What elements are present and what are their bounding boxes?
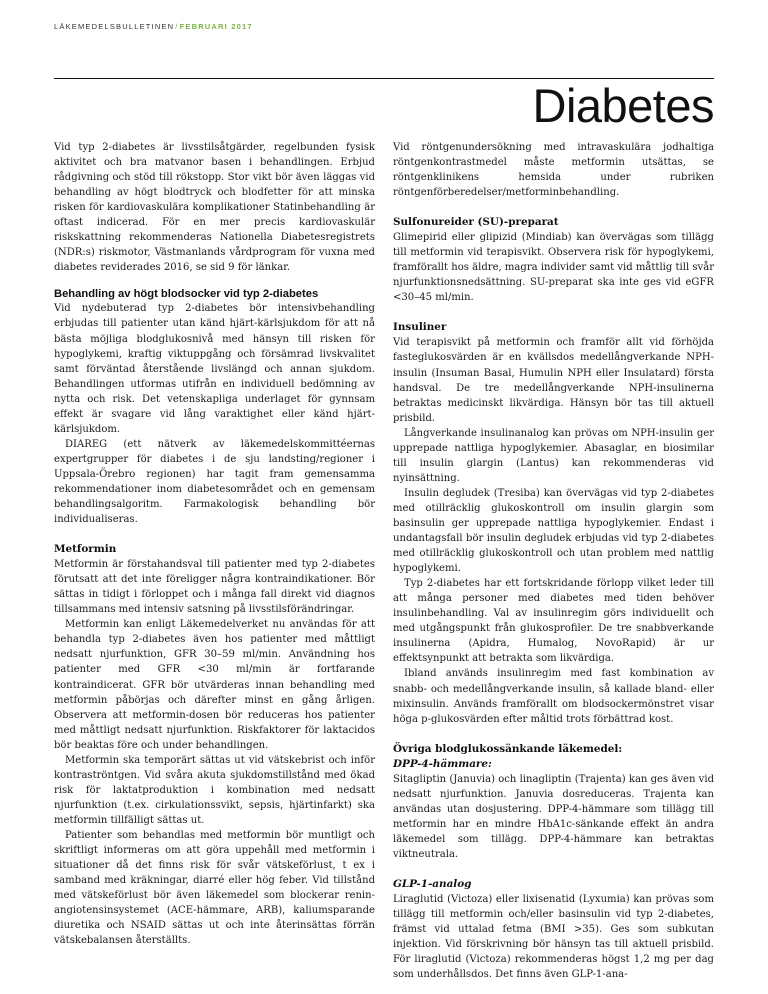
metformin-paragraph-3: Metformin ska temporärt sättas ut vid vätskebrist och inför kontraströntgen. Vid svåra akuta sjukdomstillstånd med ökad risk för laktatproduktion i kombination med nedsatt njurfunktion (t.ex. cirkulationssvikt, sepsis, hjärtinfarkt) ska metformin tillfälligt sättas ut. xyxy=(54,754,375,826)
insulin-paragraph-4: Typ 2-diabetes har ett fortskridande förlopp vilket leder till att många personer med diabetes med tiden behöver insulinbehandling. Val av insulinregim görs individuellt och med utgångspunkt från glukosprofiler. De tre snabbverkande insulinerna (Apidra, Humalog, NovoRapid) är ur effektsynpunkt att betrakta som likvärdiga. xyxy=(393,578,714,665)
header-separator: / xyxy=(175,22,179,31)
spacer xyxy=(54,527,375,542)
dpp4-paragraph: Sitagliptin (Januvia) och linagliptin (Trajenta) kan ges även vid nedsatt njurfunktion. Januvia dosreduceras. Trajenta kan användas utan dosjustering. DPP-4-hämmare som tillägg till metformin har en mindre HbA1c-sänkande effekt än andra läkemedel som tillägg. DPP-4-hämmare kan betraktas viktneutrala. xyxy=(393,773,714,860)
section-heading-insulin: Insuliner xyxy=(393,321,447,334)
running-header xyxy=(54,22,253,31)
spacer xyxy=(393,727,714,742)
publication-name: LÄKEMEDELSBULLETINEN xyxy=(54,22,175,31)
insulin-paragraph-1: Vid terapisvikt på metformin och framför allt vid förhöjda fasteglukosvärden är en kvällsdos medellångverkande NPH-insulin (Insuman Basal, Humulin NPH eller Insulatard) första handsval. De tre medellångverkande NPH-insulinerna betraktas medicinskt likvärdiga. Hänsyn bör tas till aktuell prisbild. xyxy=(393,337,714,424)
subheading-glp1: GLP-1-analog xyxy=(393,877,472,890)
metformin-paragraph-4: Patienter som behandlas med metformin bör muntligt och skriftligt informeras om att göra uppehåll med metformin i situationer då det finns risk för svår vätskeförlust, t ex i samband med kräkningar, diarré eller hög feber. Vid tillstånd med vätskeförlust bör även läkemedel som blockerar renin-angiotensinsystemet (ACE-hämmare, ARB), kaliumsparande diuretika och NSAID sättas ut och inte återinsättas förrän vätskebalansen återställts. xyxy=(54,829,375,947)
page-title: Diabetes xyxy=(532,79,714,132)
metformin-paragraph-2: Metformin kan enligt Läkemedelverket nu användas för att behandla typ 2-diabetes även hos patienter med måttligt nedsatt njurfunktion, GFR 30–59 ml/min. Användning hos patienter med GFR <30 ml/min är fortfarande kontraindicerat. GFR bör utvärderas innan behandling med metformin påbörjas och därefter minst en gång årligen. Observera att metformin-dosen bör reduceras hos patienter med måttligt nedsatt njurfunktion. Riskfaktorer för laktacidos bör beaktas före och under behandlingen. xyxy=(54,619,375,751)
spacer xyxy=(393,200,714,215)
insulin-paragraph-5: Ibland används insulinregim med fast kombination av snabb- och medellångverkande insulin, så kallade bland- eller mixinsulin. Används framförallt om blodsockermönstret visar höga p-glukosvärden efter måltid trots förbättrad kost. xyxy=(393,668,714,725)
metformin-paragraph-1: Metformin är förstahandsval till patienter med typ 2-diabetes förutsatt att det inte föreligger några kontraindikationer. Bör sättas in tidigt i förloppet och i många fall direkt vid diagnos tillsammans med intensiv satsning på livsstilsförändringar. xyxy=(54,559,375,616)
section-heading-metformin: Metformin xyxy=(54,543,117,556)
blood-sugar-paragraph-1: Vid nydebuterad typ 2-diabetes bör intensivbehandling erbjudas till patienter utan känd hjärt-kärlsjukdom för att nå bästa möjliga blodglukosnivå med hänsyn till risken för hypoglykemi, kraftig viktuppgång och försämrad livskvalitet samt förväntad återstående livslängd och annan sjukdom. Behandlingen utformas utifrån en individuell bedömning av nytta och risk. Det vetenskapliga underlaget för gynnsam effekt är svagare vid lång varaktighet eller känd hjärt-kärlsjukdom. xyxy=(54,303,375,435)
issue-date: FEBRUARI 2017 xyxy=(179,22,253,31)
blood-sugar-paragraph-2: DIAREG (ett nätverk av läkemedelskommittéernas expertgrupper för diabetes i de sju landsting/regioner i Uppsala-Örebro regionen) har tagit fram gemensamma rekommendationer inom diabetesområdet och en gemensam behandlingsalgoritm. Farmakologisk behandling bör individualiseras. xyxy=(54,438,375,526)
insulin-paragraph-2: Långverkande insulinanalog kan prövas om NPH-insulin ger upprepade nattliga hypoglykemier. Abasaglar, en biosimilar till insulin glargin (Lantus) kan rekommenderas vid nyinsättning. xyxy=(393,427,714,484)
section-heading-sulfonylurea: Sulfonureider (SU)-preparat xyxy=(393,216,559,229)
insulin-paragraph-3: Insulin degludek (Tresiba) kan övervägas vid typ 2-diabetes med otillräcklig glukoskontroll om insulin glargin som basinsulin ger upprepade nattliga hypoglykemier. Endast i undantagsfall bör insulin degludek erbjudas vid typ 2-diabetes med otillräcklig glukoskontroll och utan problem med nattlig hypoglykemi. xyxy=(393,487,714,575)
section-heading-blood-sugar: Behandling av högt blodsocker vid typ 2-diabetes xyxy=(54,288,319,301)
spacer xyxy=(393,305,714,320)
sulfonylurea-paragraph-1: Glimepirid eller glipizid (Mindiab) kan övervägas som tillägg till metformin vid terapisvikt. Observera risk för hypoglykemi, framförallt hos äldre, magra individer samt vid måttlig till svår njurfunktionsnedsättning. SU-preparat ska inte ges vid eGFR <30–45 ml/min. xyxy=(393,232,714,304)
right-column xyxy=(393,140,714,982)
xray-paragraph: Vid röntgenundersökning med intravaskulära jodhaltiga röntgenkontrastmedel måste metformin utsättas, se röntgenklinikens hemsida under rubriken röntgenförberedelser/metforminbehandling. xyxy=(393,142,714,199)
section-heading-other-drugs: Övriga blodglukossänkande läkemedel: xyxy=(393,742,623,755)
left-column xyxy=(54,140,375,948)
intro-paragraph: Vid typ 2-diabetes är livsstilsåtgärder, regelbunden fysisk aktivitet och bra matvanor basen i behandlingen. Erbjud rådgivning och stöd till rökstopp. Stor vikt bör även läggas vid behandling av högt blodtryck och blodfetter för att minska risken för kardiovaskulära komplikationer Statinbehandling är oftast indicerad. För en mer precis kardiovaskulär riskskattning rekommenderas Nationella Diabetesregistrets (NDR:s) riskmotor, Västmanlands vårdprogram för vuxna med diabetes reviderades 2016, se sid 9 för länkar. xyxy=(54,142,375,274)
spacer xyxy=(393,862,714,877)
subheading-dpp4: DPP-4-hämmare: xyxy=(393,757,492,770)
glp1-paragraph: Liraglutid (Victoza) eller lixisenatid (Lyxumia) kan prövas som tillägg till metformin och/eller basinsulin vid typ 2-diabetes, främst vid uttalad fetma (BMI >35). Ges som subkutan injektion. Vid förskrivning bör hänsyn tas till aktuell prisbild. För liraglutid (Victoza) rekommenderas högst 1,2 mg per dag som underhållsdos. Det finns även GLP-1-ana- xyxy=(393,893,714,981)
